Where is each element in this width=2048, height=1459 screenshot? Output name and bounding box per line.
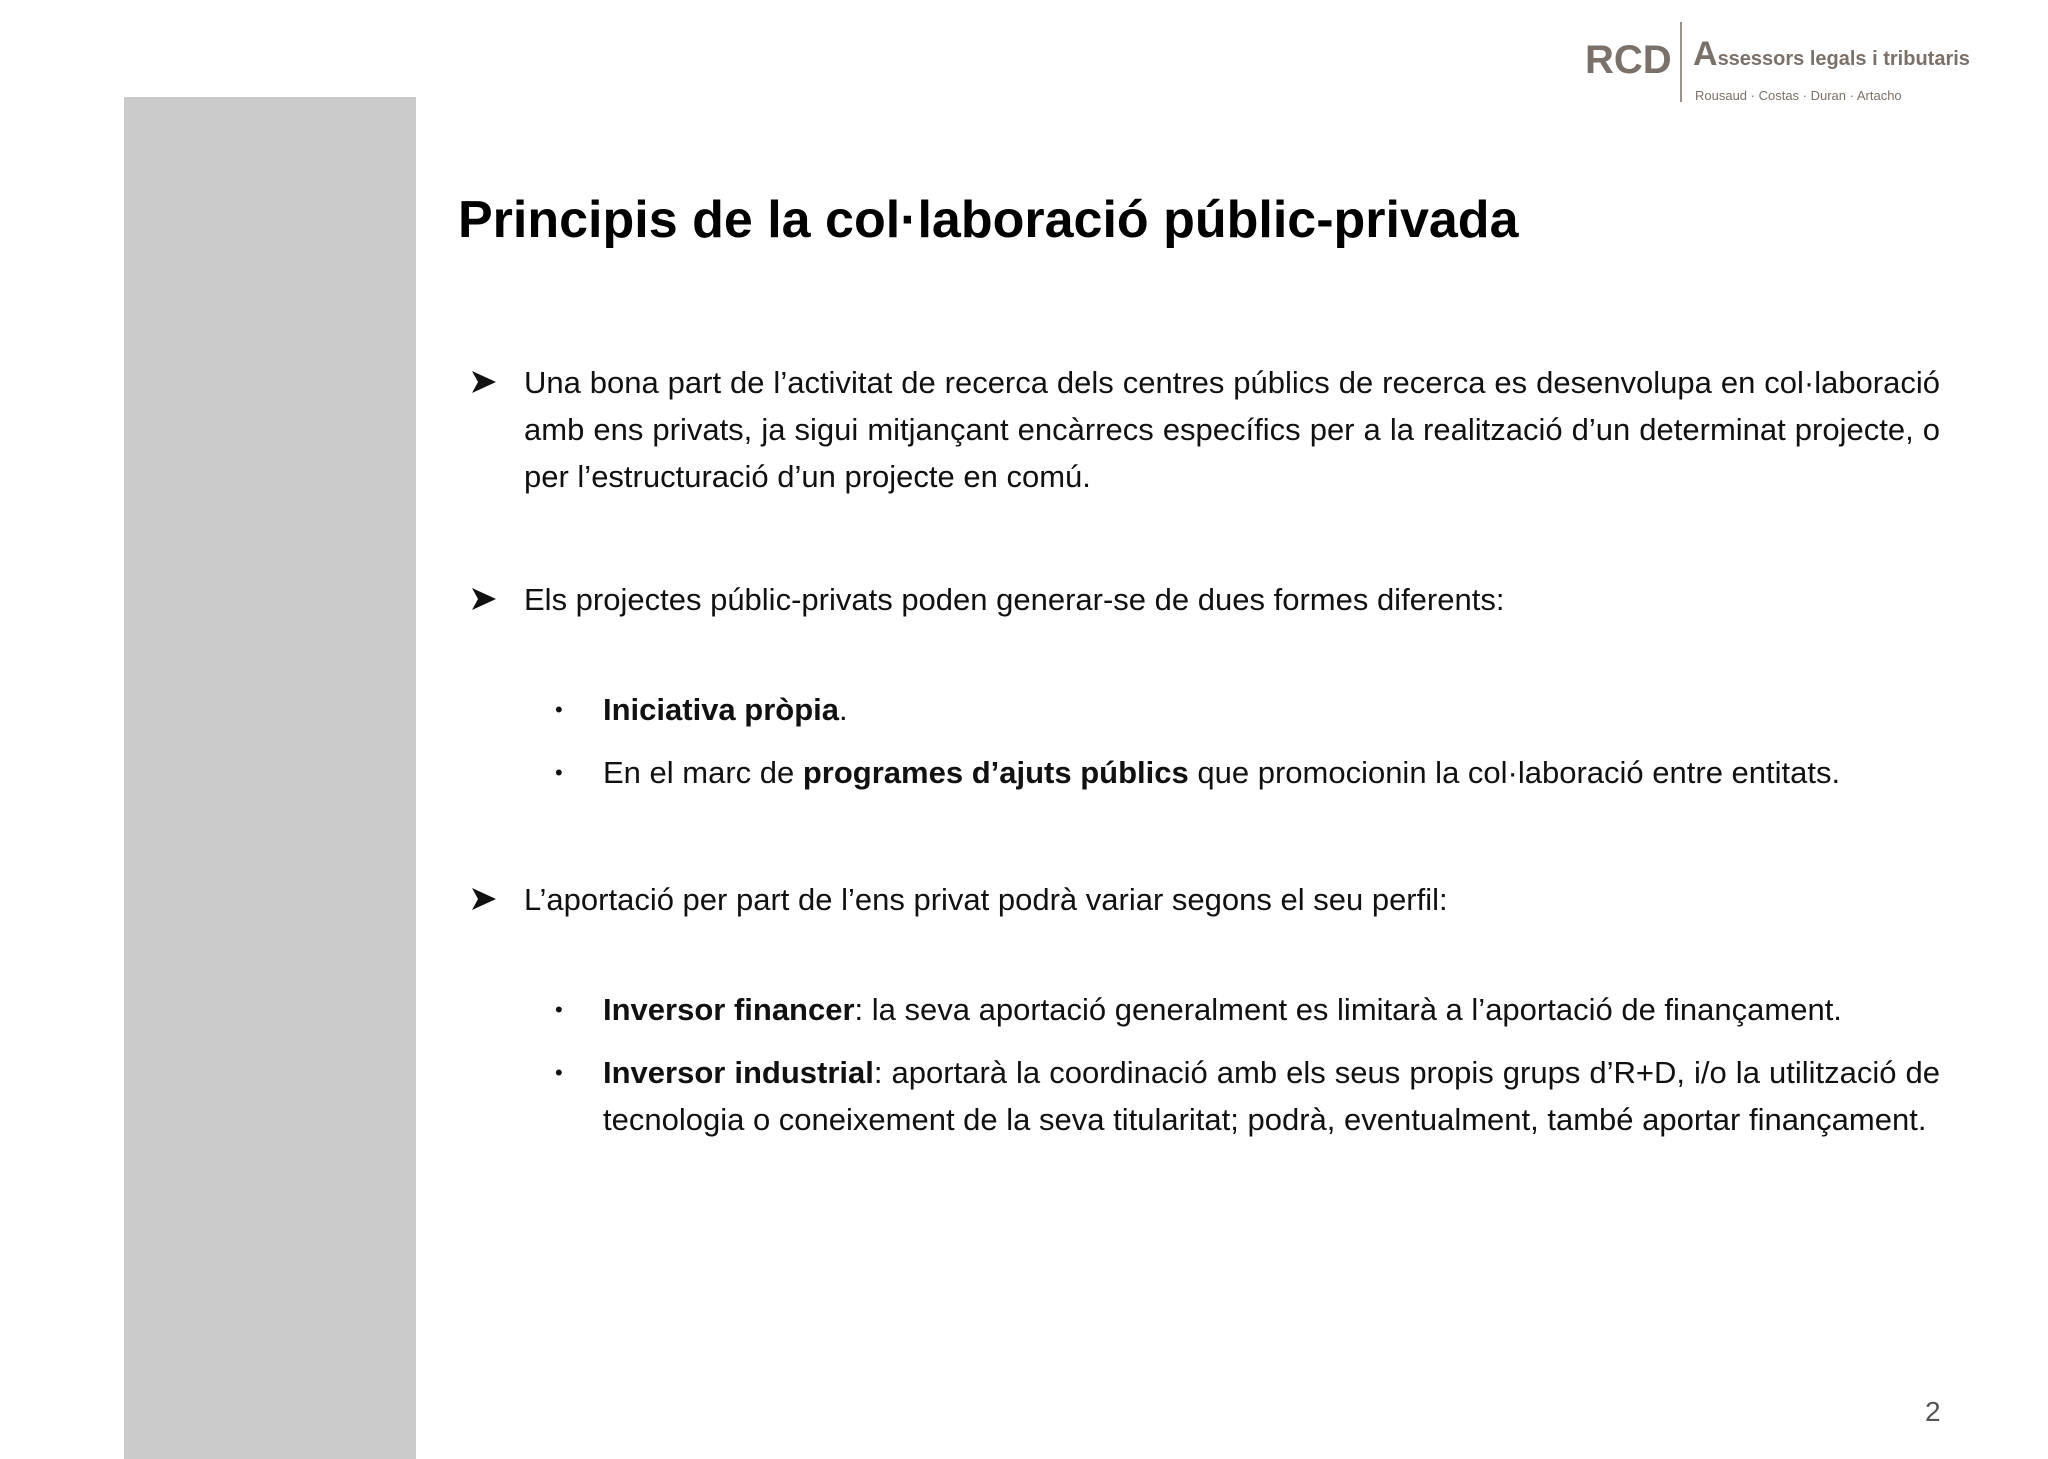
small-dot-icon: • bbox=[555, 697, 563, 722]
bullet-text: L’aportació per part de l’ens privat podrà variar segons el seu perfil: bbox=[524, 882, 1448, 917]
bullet-item bbox=[470, 876, 1940, 923]
bullet-text: Una bona part de l’activitat de recerca dels centres públics de recerca es desenvolupa en col·laboració amb ens privats, ja sigui mitjançant encàrrecs específics per a la realització d’un determinat projecte, o per l’estructuració d’un projecte en comú. bbox=[524, 365, 1940, 494]
page-number: 2 bbox=[1925, 1396, 1941, 1427]
logo-tagline-rest: ssessors legals i tributaris bbox=[1717, 48, 1970, 70]
logo-partners: Rousaud · Costas · Duran · Artacho bbox=[1695, 88, 1902, 103]
company-logo bbox=[1585, 22, 1985, 102]
small-dot-icon: • bbox=[555, 997, 563, 1022]
small-dot-icon: • bbox=[555, 760, 563, 785]
sub-item bbox=[555, 686, 1940, 733]
sub-item-text: Inversor industrial: aportarà la coordinació amb els seus propis grups d’R+D, i/o la utilització de tecnologia o coneixement de la seva titularitat; podrà, eventualment, també aportar finançament. bbox=[603, 1055, 1940, 1137]
bullet-item bbox=[470, 359, 1940, 500]
page-title: Principis de la col·laboració públic-privada bbox=[458, 191, 1519, 249]
logo-tagline-initial: A bbox=[1693, 35, 1718, 73]
bullet-text: Els projectes públic-privats poden generar-se de dues formes diferents: bbox=[524, 582, 1505, 617]
sub-item-text: En el marc de programes d’ajuts públics que promocionin la col·laboració entre entitats. bbox=[603, 755, 1841, 790]
arrowhead-icon bbox=[470, 876, 498, 923]
side-panel bbox=[124, 97, 416, 1459]
logo-brand: RCD bbox=[1585, 38, 1672, 82]
arrowhead-icon bbox=[470, 576, 498, 623]
bullet-item bbox=[470, 576, 1940, 623]
small-dot-icon: • bbox=[555, 1060, 563, 1085]
sub-item bbox=[555, 986, 1940, 1033]
logo-tagline bbox=[1693, 35, 1970, 73]
sub-item-text: Iniciativa pròpia. bbox=[603, 692, 848, 727]
sub-item bbox=[555, 749, 1940, 796]
arrowhead-icon bbox=[470, 359, 498, 406]
sub-item bbox=[555, 1049, 1940, 1143]
logo-divider bbox=[1680, 22, 1682, 102]
sub-item-text: Inversor financer: la seva aportació generalment es limitarà a l’aportació de finançament. bbox=[603, 992, 1842, 1027]
